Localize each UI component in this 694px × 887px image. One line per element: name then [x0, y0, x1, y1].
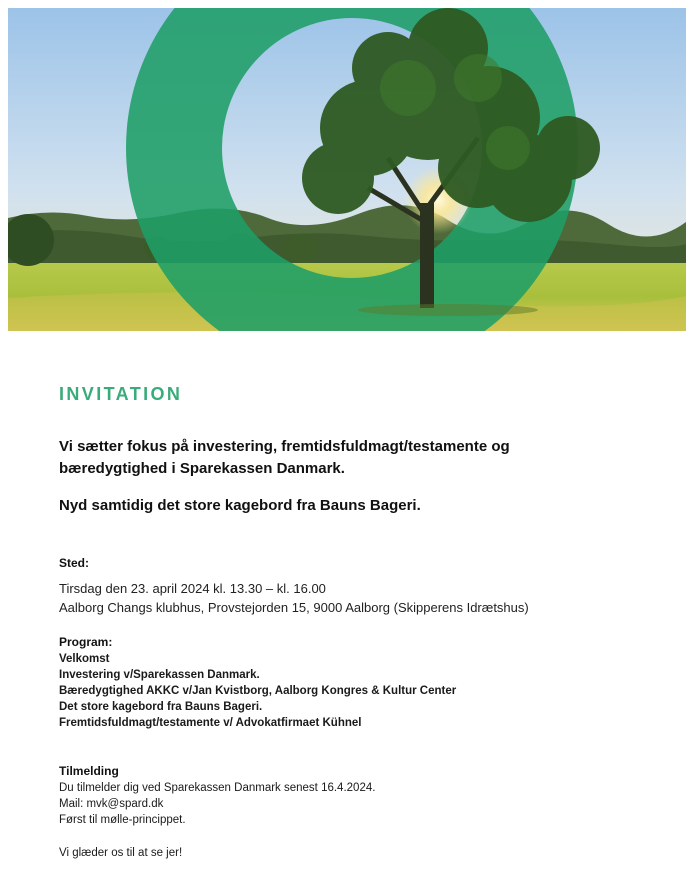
tilmelding-deadline: Du tilmelder dig ved Sparekassen Danmark senest 16.4.2024. — [59, 782, 376, 794]
invitation-title: INVITATION — [59, 384, 183, 404]
cake-note: Nyd samtidig det store kagebord fra Bauns Bageri. — [59, 497, 421, 514]
tilmelding-details — [59, 780, 375, 828]
program-item: Det store kagebord fra Bauns Bageri. — [59, 701, 263, 713]
program-item: Fremtidsfuldmagt/testamente v/ Advokatfirmaet Kühnel — [59, 717, 362, 729]
event-date: Tirsdag den 23. april 2024 kl. 13.30 – kl. 16.00 — [59, 581, 326, 596]
tilmelding-rule: Først til mølle-princippet. — [59, 814, 186, 826]
program-label: Program: — [59, 635, 113, 649]
hero-illustration — [8, 8, 686, 331]
program-item: Bæredygtighed AKKC v/Jan Kvistborg, Aalborg Kongres & Kultur Center — [59, 685, 457, 697]
program-item: Investering v/Sparekassen Danmark. — [59, 669, 260, 681]
closing-text: Vi glæder os til at se jer! — [59, 847, 183, 859]
invitation-lead — [59, 436, 659, 480]
lead-line-2: bæredygtighed i Sparekassen Danmark. — [59, 460, 345, 477]
lead-line-1: Vi sætter fokus på investering, fremtidsfuldmagt/testamente og — [59, 438, 510, 455]
program-list — [59, 651, 456, 731]
tilmelding-label: Tilmelding — [59, 764, 119, 778]
program-item: Velkomst — [59, 653, 110, 665]
hero-image — [8, 8, 686, 331]
sted-label: Sted: — [59, 556, 89, 570]
event-address: Aalborg Changs klubhus, Provstejorden 15, 9000 Aalborg (Skipperens Idrætshus) — [59, 600, 529, 615]
tilmelding-mail[interactable]: Mail: mvk@spard.dk — [59, 798, 164, 810]
